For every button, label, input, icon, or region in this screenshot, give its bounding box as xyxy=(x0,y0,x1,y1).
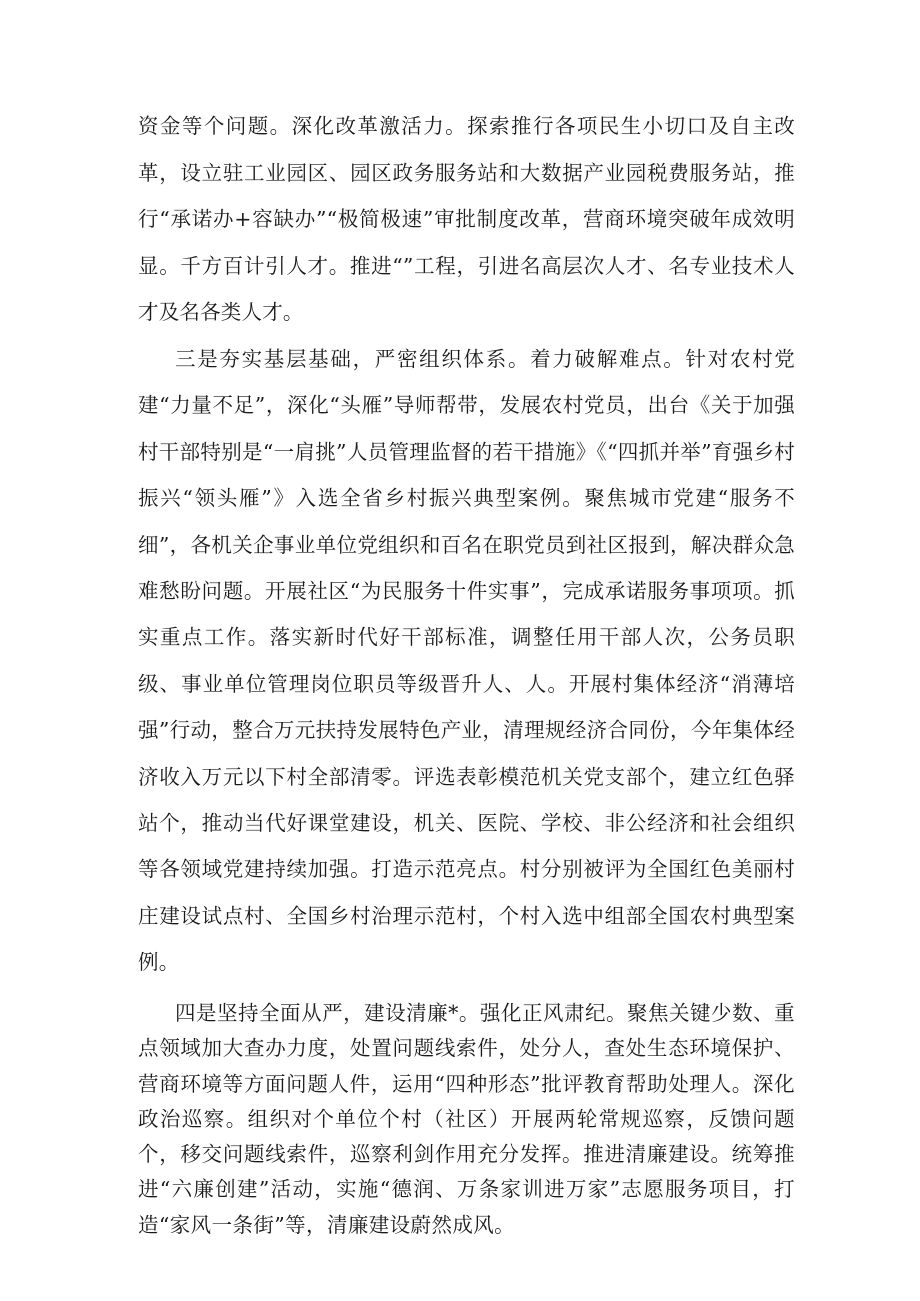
paragraph-clean-governance: 四是坚持全面从严，建设清廉*。强化正风肃纪。聚焦关键少数、重点领域加大查办力度，处置问题线索件，处分人，查处生态环境保护、营商环境等方面问题人件，运用“四种形态”批评教育帮助处理人。深化政治巡察。组织对个单位个村（社区）开展两轮常规巡察，反馈问题个，移交问题线索件，巡察利剑作用充分发挥。推进清廉建设。统筹推进“六廉创建”活动，实施“德润、万条家训进万家”志愿服务项目，打造“家风一条街”等，清廉建设蔚然成风。 xyxy=(138,1001,795,1237)
paragraph-reform-talent: 资金等个问题。深化改革激活力。探索推行各项民生小切口及自主改革，设立驻工业园区、园区政务服务站和大数据产业园税费服务站，推行“承诺办+容缺办”“极简极速”审批制度改革，营商环境突破年成效明显。千方百计引人才。推进“”工程，引进名高层次人才、名专业技术人才及名各类人才。 xyxy=(138,114,795,324)
paragraph-grassroots-foundation: 三是夯实基层基础，严密组织体系。着力破解难点。针对农村党建“力量不足”，深化“头雁”导师帮带，发展农村党员，出台《关于加强村干部特别是“一肩挑”人员管理监督的若干措施》《“四抓并举”育强乡村振兴“领头雁”》入选全省乡村振兴典型案例。聚焦城市党建“服务不细”，各机关企事业单位党组织和百名在职党员到社区报到，解决群众急难愁盼问题。开展社区“为民服务十件实事”，完成承诺服务事项项。抓实重点工作。落实新时代好干部标准，调整任用干部人次，公务员职级、事业单位管理岗位职员等级晋升人、人。开展村集体经济“消薄培强”行动，整合万元扶持发展特色产业，清理规经济合同份，今年集体经济收入万元以下村全部清零。评选表彰模范机关党支部个，建立红色驿站个，推动当代好课堂建设，机关、医院、学校、非公经济和社会组织等各领域党建持续加强。打造示范亮点。村分别被评为全国红色美丽村庄建设试点村、全国乡村治理示范村，个村入选中组部全国农村典型案例。 xyxy=(138,347,795,975)
